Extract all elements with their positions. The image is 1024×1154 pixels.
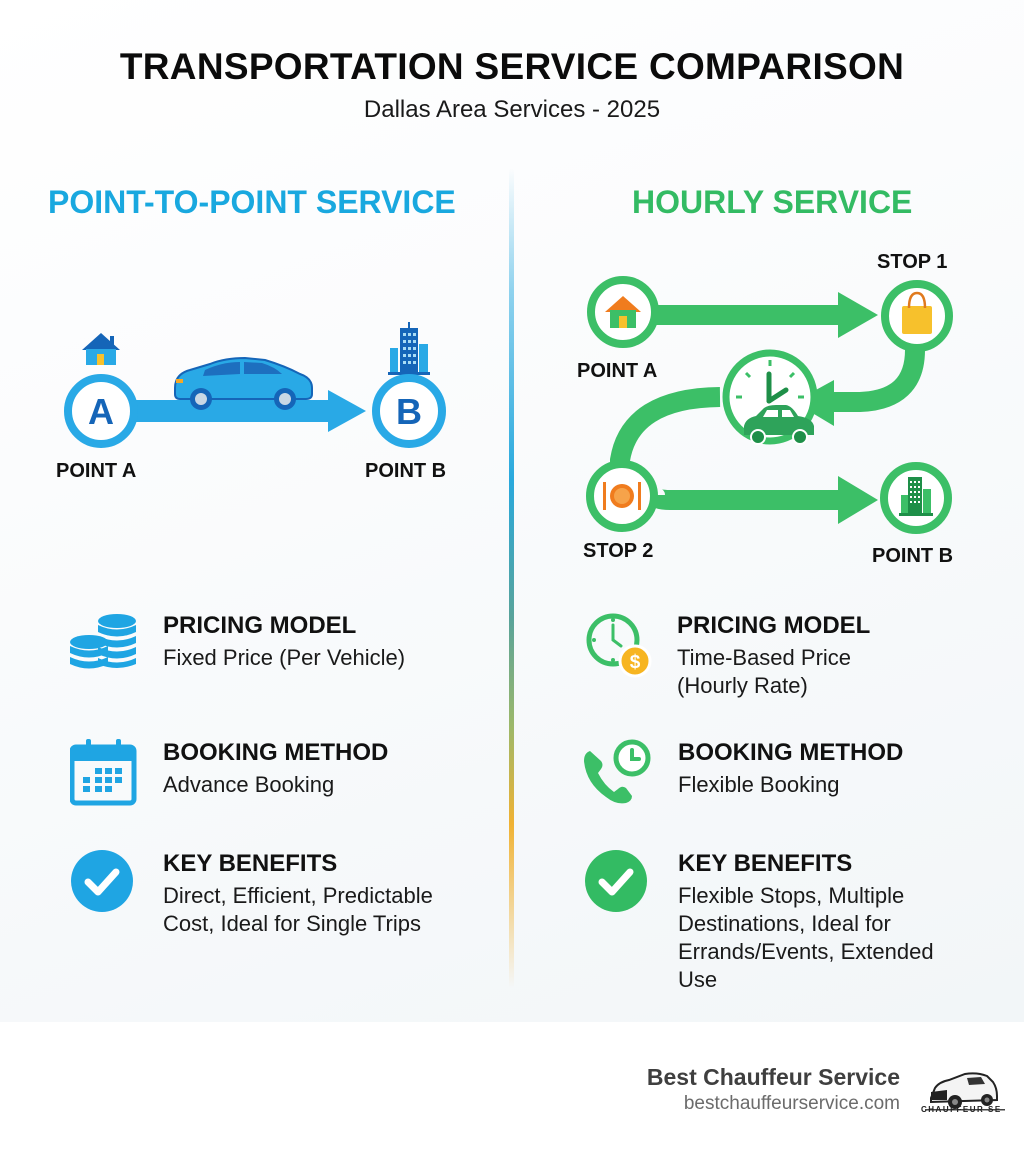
point-to-point-diagram — [0, 300, 500, 500]
hourly-benefits-title: KEY BENEFITS — [678, 850, 853, 877]
ptp-pricing-title: PRICING MODEL — [163, 612, 357, 639]
phone-clock-icon — [582, 739, 652, 809]
ptp-booking-title: BOOKING METHOD — [163, 739, 389, 766]
point-b-node — [376, 378, 442, 444]
hourly-pricing-title: PRICING MODEL — [677, 612, 871, 639]
check-circle-icon — [584, 850, 654, 920]
hourly-point-a-node — [591, 280, 655, 344]
hourly-title: HOURLY SERVICE — [632, 184, 913, 220]
ptp-booking-desc: Advance Booking — [163, 772, 335, 797]
clock-car-icon — [726, 353, 814, 444]
point-a-node — [68, 378, 134, 444]
calendar-icon — [70, 739, 140, 809]
ptp-benefits-title: KEY BENEFITS — [163, 850, 338, 877]
logo-text: CHAUFFEUR SE — [921, 1105, 1002, 1114]
point-b-letter: B — [396, 391, 422, 432]
check-circle-icon — [70, 850, 140, 920]
office-building-icon — [388, 322, 430, 375]
coin-stack-icon — [70, 612, 140, 682]
point-to-point-title: POINT-TO-POINT SERVICE — [48, 184, 456, 220]
hourly-booking-desc: Flexible Booking — [678, 772, 840, 797]
brand-name: Best Chauffeur Service — [646, 1064, 900, 1090]
stop-1-label: STOP 1 — [877, 251, 948, 273]
stop-1-node — [885, 284, 949, 348]
clock-dollar-icon — [584, 612, 654, 682]
house-icon — [82, 333, 120, 365]
page-subtitle: Dallas Area Services - 2025 — [363, 96, 661, 123]
hourly-booking-title: BOOKING METHOD — [678, 739, 904, 766]
stop-2-label: STOP 2 — [583, 540, 654, 562]
point-a-label: POINT A — [56, 460, 137, 482]
ptp-pricing-desc: Fixed Price (Per Vehicle) — [163, 645, 406, 670]
stop-2-node — [590, 464, 654, 528]
hourly-point-b-label: POINT B — [872, 545, 954, 567]
ptp-benefits-desc: Direct, Efficient, Predictable Cost, Ideal for Single Trips — [163, 883, 433, 936]
page-title: TRANSPORTATION SERVICE COMPARISON — [119, 46, 905, 87]
hourly-pricing-desc: Time-Based Price (Hourly Rate) — [677, 645, 852, 698]
brand-url[interactable]: bestchauffeurservice.com — [683, 1093, 900, 1114]
svg-text:$: $ — [629, 652, 641, 673]
point-a-letter: A — [88, 391, 114, 432]
point-b-label: POINT B — [365, 460, 447, 482]
hourly-benefits-desc: Flexible Stops, Multiple Destinations, Ideal for Errands/Events, Extended Use — [678, 883, 934, 992]
hourly-point-b-node — [884, 466, 948, 530]
hourly-point-a-label: POINT A — [577, 360, 658, 382]
section-divider — [509, 168, 514, 988]
brand-block — [647, 1064, 900, 1115]
hourly-diagram — [560, 240, 1024, 580]
